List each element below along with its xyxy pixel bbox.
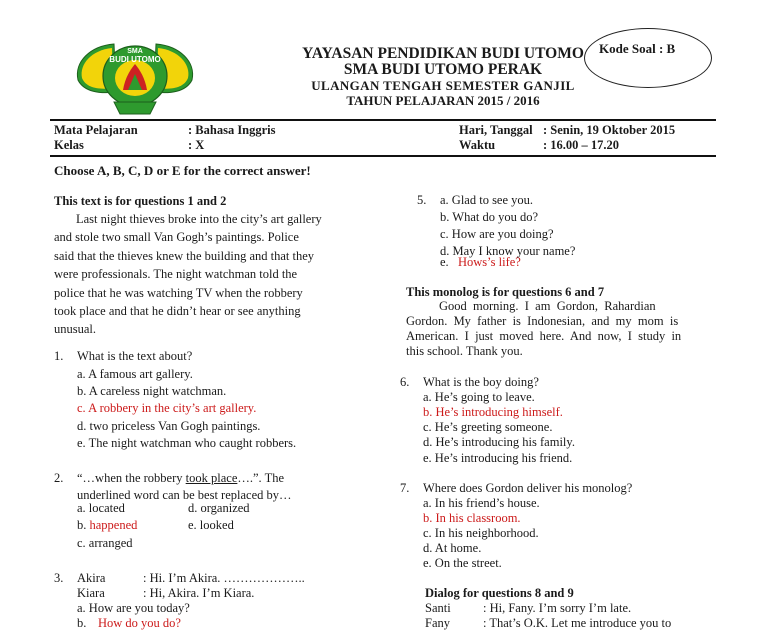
q6-option-e: e. He’s introducing his friend. (423, 451, 573, 465)
q2-option-d: d. organized (188, 501, 250, 515)
header-foundation: YAYASAN PENDIDIKAN BUDI UTOMO (302, 45, 584, 62)
monolog-line: Gordon. My father is Indonesian, and my mom is (406, 314, 679, 328)
dialog-speaker-santi: Santi (425, 601, 451, 615)
q2-option-a: a. located (77, 501, 125, 515)
q5-option-c: c. How are you doing? (440, 227, 554, 241)
instruction: Choose A, B, C, D or E for the correct answer! (54, 163, 311, 178)
time-value: : 16.00 – 17.20 (543, 138, 620, 152)
monolog-line: Good morning. I am Gordon, Rahardian (439, 299, 656, 313)
logo-text-top: SMA (127, 48, 143, 55)
q2-option-b-letter: b. (77, 518, 90, 532)
q5-option-b: b. What do you do? (440, 210, 539, 224)
q7-question: Where does Gordon deliver his monolog? (423, 481, 633, 495)
q3-line-akira: : Hi. I’m Akira. ……………….. (143, 571, 305, 585)
class-value: : X (188, 138, 205, 152)
monolog-line: American. I just moved here. And now, I study in (406, 329, 682, 343)
logo-text-name: BUDI UTOMO (109, 55, 161, 64)
header-year: TAHUN PELAJARAN 2015 / 2016 (346, 93, 540, 108)
q3-option-a: a. How are you today? (77, 601, 190, 615)
text-heading: This text is for questions 1 and 2 (54, 194, 227, 208)
q7-option-e: e. On the street. (423, 556, 502, 570)
q7-number: 7. (400, 481, 410, 495)
subject-value: : Bahasa Inggris (188, 123, 276, 137)
time-label: Waktu (459, 138, 496, 152)
q6-option-c: c. He’s greeting someone. (423, 420, 553, 434)
class-label: Kelas (54, 138, 84, 152)
q2-question-line2: underlined word can be best replaced by… (77, 488, 292, 502)
q5-option-e-letter: e. (440, 255, 449, 269)
q7-option-a: a. In his friend’s house. (423, 496, 540, 510)
q1-question: What is the text about? (77, 349, 193, 363)
reading-line: were professionals. The night watchman told the (54, 267, 298, 282)
monolog-heading: This monolog is for questions 6 and 7 (406, 285, 605, 299)
q2-option-c: c. arranged (77, 536, 133, 550)
q1-number: 1. (54, 349, 64, 363)
q7-option-c: c. In his neighborhood. (423, 526, 539, 540)
reading-line: and stole two small Van Gogh’s paintings. Police (54, 230, 299, 245)
q2-underlined-word: took place (185, 471, 238, 485)
q3-number: 3. (54, 571, 64, 585)
dialog-line-santi: : Hi, Fany. I’m sorry I’m late. (483, 601, 632, 615)
q6-option-d: d. He’s introducing his family. (423, 435, 575, 449)
q1-option-a: a. A famous art gallery. (77, 367, 193, 381)
reading-line: police that he was watching TV when the robbery (54, 285, 303, 300)
q1-option-d: d. two priceless Van Gogh paintings. (77, 419, 261, 433)
reading-line: took place and that he didn’t hear or see anything (54, 304, 301, 319)
q2-option-e: e. looked (188, 518, 234, 532)
q3-option-b: b. (77, 616, 87, 630)
subject-label: Mata Pelajaran (54, 123, 138, 137)
reading-line: said that the thieves knew the building and that they (54, 248, 315, 263)
q2-question-pre: “…when the robbery (77, 471, 186, 485)
kode-soal-badge (584, 28, 712, 88)
header-school: SMA BUDI UTOMO PERAK (343, 61, 543, 78)
q5-number: 5. (417, 193, 427, 207)
reading-line: unusual. (54, 322, 97, 337)
q2-number: 2. (54, 471, 64, 485)
q3-line-kiara: : Hi, Akira. I’m Kiara. (143, 586, 255, 600)
dialog-line-fany: : That’s O.K. Let me introduce you to (483, 616, 672, 630)
q6-number: 6. (400, 375, 410, 389)
q3-option-b-answer: How do you do? (98, 616, 181, 630)
kode-soal-label: Kode Soal : B (599, 41, 676, 56)
dialog-heading: Dialog for questions 8 and 9 (425, 586, 574, 600)
q2-option-b-answer: happened (89, 518, 138, 532)
dialog-speaker-fany: Fany (425, 616, 450, 630)
q6-option-a: a. He’s going to leave. (423, 390, 535, 404)
q5-option-d: d. May I know your name? (440, 244, 576, 258)
monolog-text (406, 299, 716, 359)
q5-option-e-answer: Hows’s life? (458, 255, 521, 269)
q2-option-b (77, 517, 137, 534)
header-divider (50, 119, 716, 121)
q2-question-post: ….”. The (237, 471, 285, 485)
q7-option-b-answer: b. In his classroom. (423, 511, 521, 525)
q1-option-b: b. A careless night watchman. (77, 384, 227, 398)
date-value: : Senin, 19 Oktober 2015 (543, 123, 676, 137)
date-label: Hari, Tanggal (459, 123, 533, 137)
reading-line: Last night thieves broke into the city’s art gallery (76, 212, 322, 226)
q1-option-e: e. The night watchman who caught robbers. (77, 436, 297, 450)
monolog-line: this school. Thank you. (406, 344, 523, 358)
q6-option-b-answer: b. He’s introducing himself. (423, 405, 563, 419)
q1-option-c-answer: c. A robbery in the city’s art gallery. (77, 401, 257, 415)
q2-question (77, 470, 284, 487)
q3-speaker-akira: Akira (77, 571, 106, 585)
reading-text (54, 210, 376, 339)
q5-option-a: a. Glad to see you. (440, 193, 534, 207)
header-exam: ULANGAN TENGAH SEMESTER GANJIL (311, 78, 575, 93)
q6-question: What is the boy doing? (423, 375, 539, 389)
q3-speaker-kiara: Kiara (77, 586, 105, 600)
info-divider (50, 155, 716, 157)
q7-option-d: d. At home. (423, 541, 482, 555)
